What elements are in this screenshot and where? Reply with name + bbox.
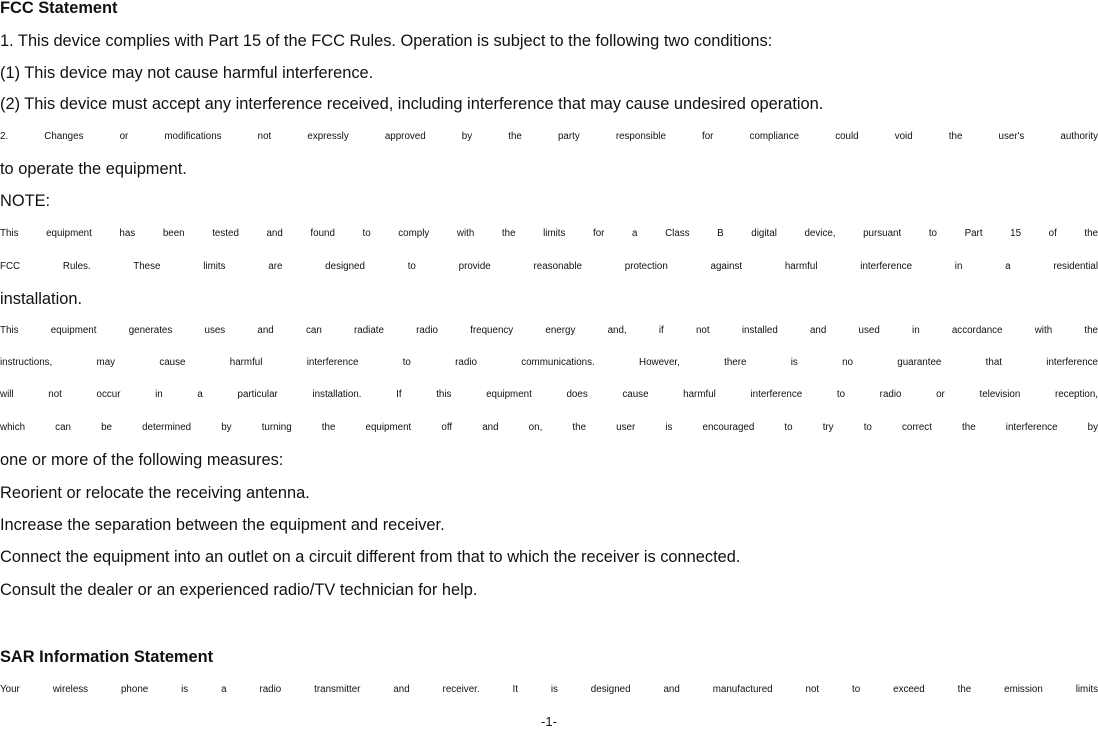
note-line-1: This equipment has been tested and found to comply with the limits for a Class B digital device, pursuant to Part 15 of the [0,228,1098,239]
measure-item: Connect the equipment into an outlet on a circuit different from that to which the receiver is connected. [0,548,741,566]
measure-item: Reorient or relocate the receiving antenna. [0,484,310,502]
note-line-3: installation. [0,290,83,308]
generates-line-5: one or more of the following measures: [0,451,284,469]
sar-heading: SAR Information Statement [0,648,214,666]
page-number: -1- [541,714,557,729]
generates-line-4: which can be determined by turning the equipment off and on, the user is encouraged to try to correct the interference by [0,422,1098,433]
fcc-paragraph-1: 1. This device complies with Part 15 of the FCC Rules. Operation is subject to the following two conditions: [0,32,773,50]
note-line-2: FCC Rules. These limits are designed to provide reasonable protection against harmful interference in a residential [0,261,1098,272]
generates-line-1: This equipment generates uses and can radiate radio frequency energy and, if not installed and used in accordance with the [0,325,1098,336]
fcc-changes-line-2: to operate the equipment. [0,160,187,178]
note-label: NOTE: [0,192,51,210]
generates-line-2: instructions, may cause harmful interference to radio communications. However, there is no guarantee that interference [0,357,1098,368]
sar-paragraph-line-1: Your wireless phone is a radio transmitter and receiver. It is designed and manufactured not to exceed the emission limits [0,684,1098,695]
fcc-heading: FCC Statement [0,0,118,17]
fcc-condition-1: (1) This device may not cause harmful interference. [0,64,374,82]
measure-item: Increase the separation between the equipment and receiver. [0,516,445,534]
fcc-condition-2: (2) This device must accept any interference received, including interference that may cause undesired operation. [0,95,824,113]
measure-item: Consult the dealer or an experienced radio/TV technician for help. [0,581,478,599]
generates-line-3: will not occur in a particular installation. If this equipment does cause harmful interference to radio or television reception, [0,389,1098,400]
fcc-changes-line-1: 2. Changes or modifications not expressly approved by the party responsible for compliance could void the user's authority [0,131,1098,142]
